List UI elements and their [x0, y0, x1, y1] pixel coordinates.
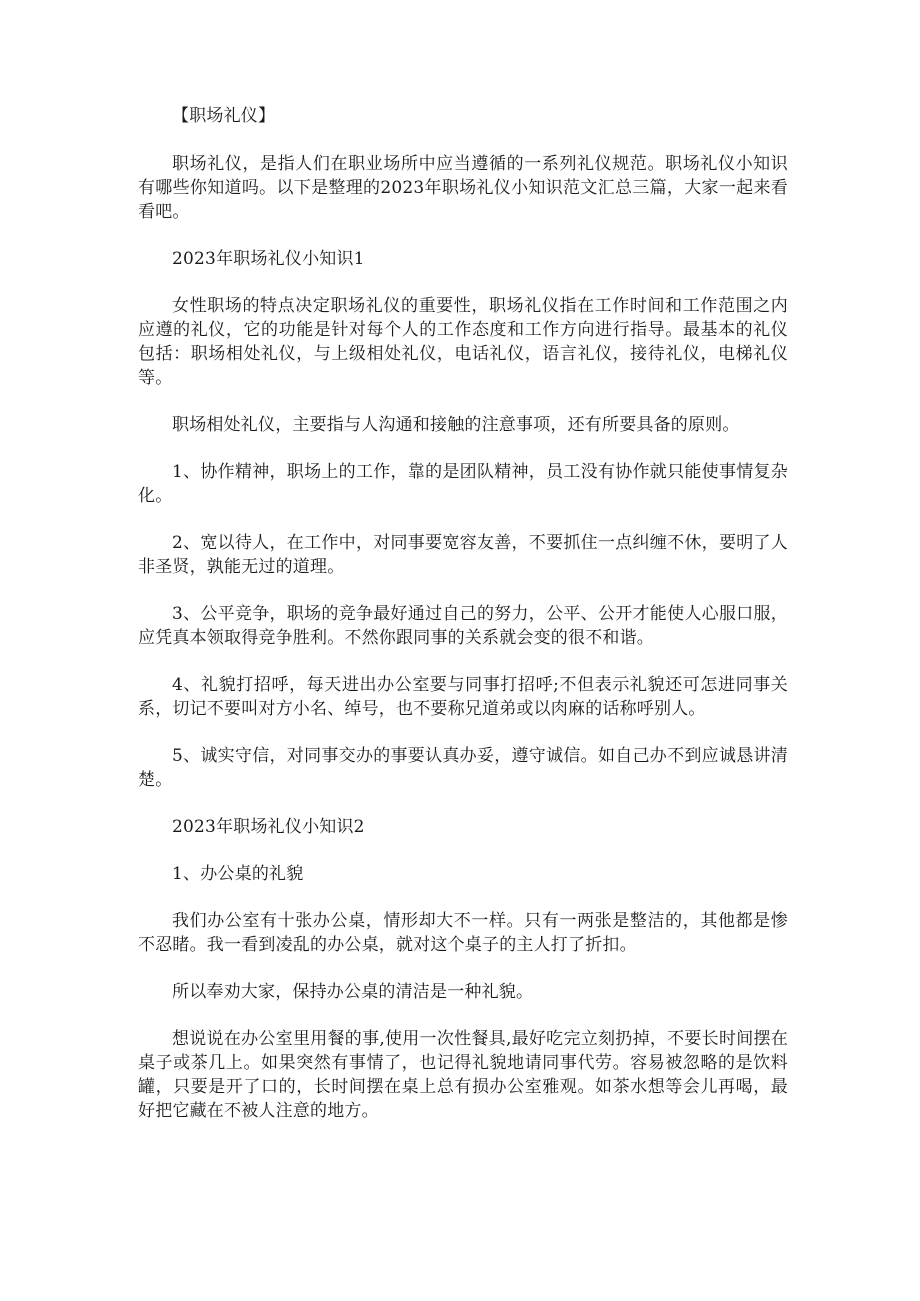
section-1-list-item: 3、公平竞争，职场的竞争最好通过自己的努力，公平、公开才能使人心服口服，应凭真本领取得竞争胜利。不然你跟同事的关系就会变的很不和谐。 [138, 604, 788, 648]
section-1-heading: 2023年职场礼仪小知识1 [172, 249, 365, 269]
section-2-paragraph: 想说说在办公室里用餐的事,使用一次性餐具,最好吃完立刻扔掉，不要长时间摆在桌子或茶几上。如果突然有事情了，也记得礼貌地请同事代劳。容易被忽略的是饮料罐，只要是开了口的，长时间摆在桌上总有损办公室雅观。如茶水想等会儿再喝，最好把它藏在不被人注意的地方。 [138, 1029, 788, 1121]
intro-paragraph: 职场礼仪，是指人们在职业场所中应当遵循的一系列礼仪规范。职场礼仪小知识有哪些你知道吗。以下是整理的2023年职场礼仪小知识范文汇总三篇，大家一起来看看吧。 [138, 154, 788, 222]
section-1-list-item: 4、礼貌打招呼，每天进出办公室要与同事打招呼;不但表示礼貌还可怎进同事关系，切记不要叫对方小名、绰号，也不要称兄道弟或以肉麻的话称呼别人。 [138, 675, 788, 719]
section-1-list-item: 2、宽以待人，在工作中，对同事要宽容友善，不要抓住一点纠缠不休，要明了人非圣贤，孰能无过的道理。 [138, 533, 788, 577]
document-title: 【职场礼仪】 [172, 106, 276, 126]
section-2-subheading: 1、办公桌的礼貌 [172, 864, 304, 884]
section-1-list-item: 5、诚实守信，对同事交办的事要认真办妥，遵守诚信。如自己办不到应诚恳讲清楚。 [138, 746, 788, 790]
document-body [138, 104, 788, 1146]
section-2-paragraph: 我们办公室有十张办公桌，情形却大不一样。只有一两张是整洁的，其他都是惨不忍睹。我一看到凌乱的办公桌，就对这个桌子的主人打了折扣。 [138, 911, 788, 955]
section-2-heading: 2023年职场礼仪小知识2 [172, 817, 365, 837]
section-1-paragraph: 职场相处礼仪，主要指与人沟通和接触的注意事项，还有所要具备的原则。 [172, 415, 740, 435]
section-1-list-item: 1、协作精神，职场上的工作，靠的是团队精神，员工没有协作就只能使事情复杂化。 [138, 462, 788, 506]
section-1-paragraph: 女性职场的特点决定职场礼仪的重要性，职场礼仪指在工作时间和工作范围之内应遵的礼仪，它的功能是针对每个人的工作态度和工作方向进行指导。最基本的礼仪包括：职场相处礼仪，与上级相处礼仪，电话礼仪，语言礼仪，接待礼仪，电梯礼仪等。 [138, 296, 788, 388]
section-2-paragraph: 所以奉劝大家，保持办公桌的清洁是一种礼貌。 [172, 982, 534, 1002]
